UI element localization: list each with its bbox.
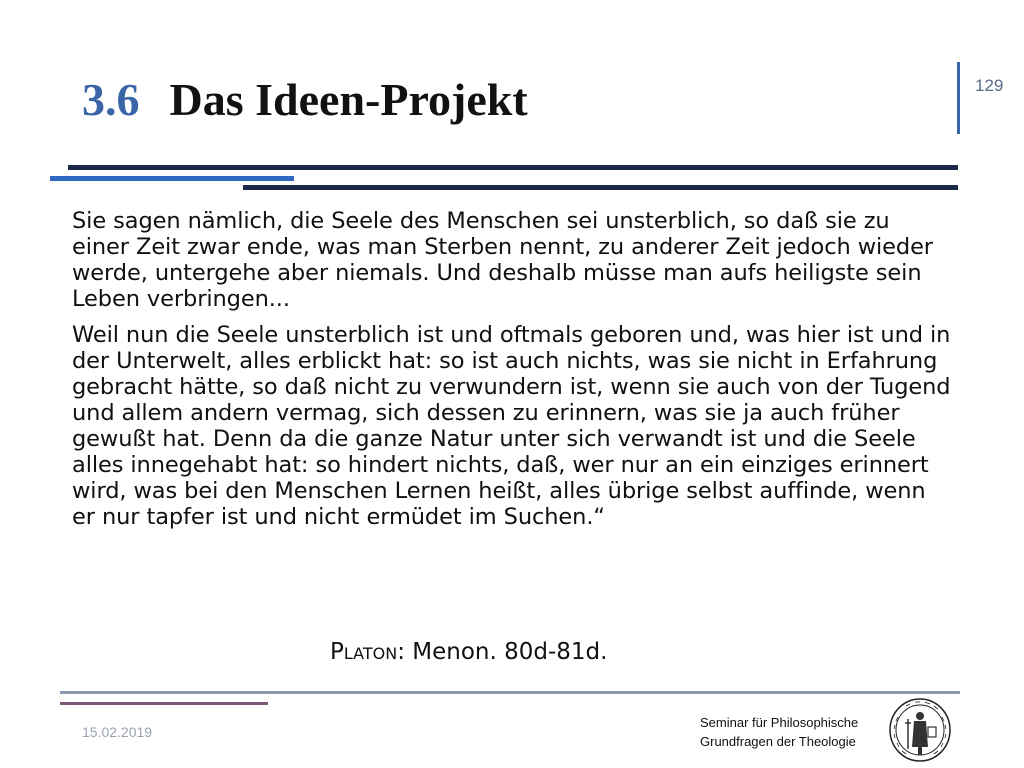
institute-line-2: Grundfragen der Theologie (700, 734, 856, 749)
quote-paragraph-1: Sie sagen nämlich, die Seele des Menschen sei unsterblich, so daß sie zu einer Zeit zwar ende, was man Sterben nennt, zu anderer Zeit jedoch wieder werde, untergehe aber niemals. Und deshalb müsse man aufs heiligste sein Leben verbringen... (72, 208, 933, 312)
header-rule-dark (68, 165, 958, 170)
institute-name (700, 713, 880, 751)
slide-title (82, 70, 528, 130)
header-vertical-bar (957, 62, 960, 134)
university-seal-icon (888, 697, 952, 763)
citation (330, 636, 607, 668)
footer-rule (60, 691, 960, 694)
footer-date: 15.02.2019 (82, 724, 153, 740)
page-number: 129 (975, 76, 1004, 95)
title-text: Das Ideen-Projekt (169, 74, 528, 125)
citation-author: Platon (330, 639, 398, 665)
institute-line-1: Seminar für Philosophische (700, 715, 859, 730)
footer-accent-rule (60, 702, 268, 705)
header-rule-blue (50, 176, 294, 181)
citation-source: : Menon. 80d-81d. (397, 639, 608, 665)
section-number: 3.6 (82, 74, 140, 125)
header-rule-dark-lower (243, 185, 958, 190)
quote-paragraph-2: Weil nun die Seele unsterblich ist und oftmals geboren und, was hier ist und in der Unterwelt, alles erblickt hat: so ist auch nichts, was sie nicht in Erfahrung gebracht hätte, so daß nicht zu verwundern ist, wenn sie auch von der Tugend und allem andern vermag, sich dessen zu erinnern, was sie ja auch früher gewußt hat. Denn da die ganze Natur unter sich verwandt ist und die Seele alles innegehabt hat: so hindert nichts, daß, wer nur an ein einziges erinnert wird, was bei den Menschen Lernen heißt, alles übrige selbst auffinde, wenn er nur tapfer ist und nicht ermüdet im Suchen.“ (72, 322, 951, 530)
quote-body (72, 208, 952, 540)
